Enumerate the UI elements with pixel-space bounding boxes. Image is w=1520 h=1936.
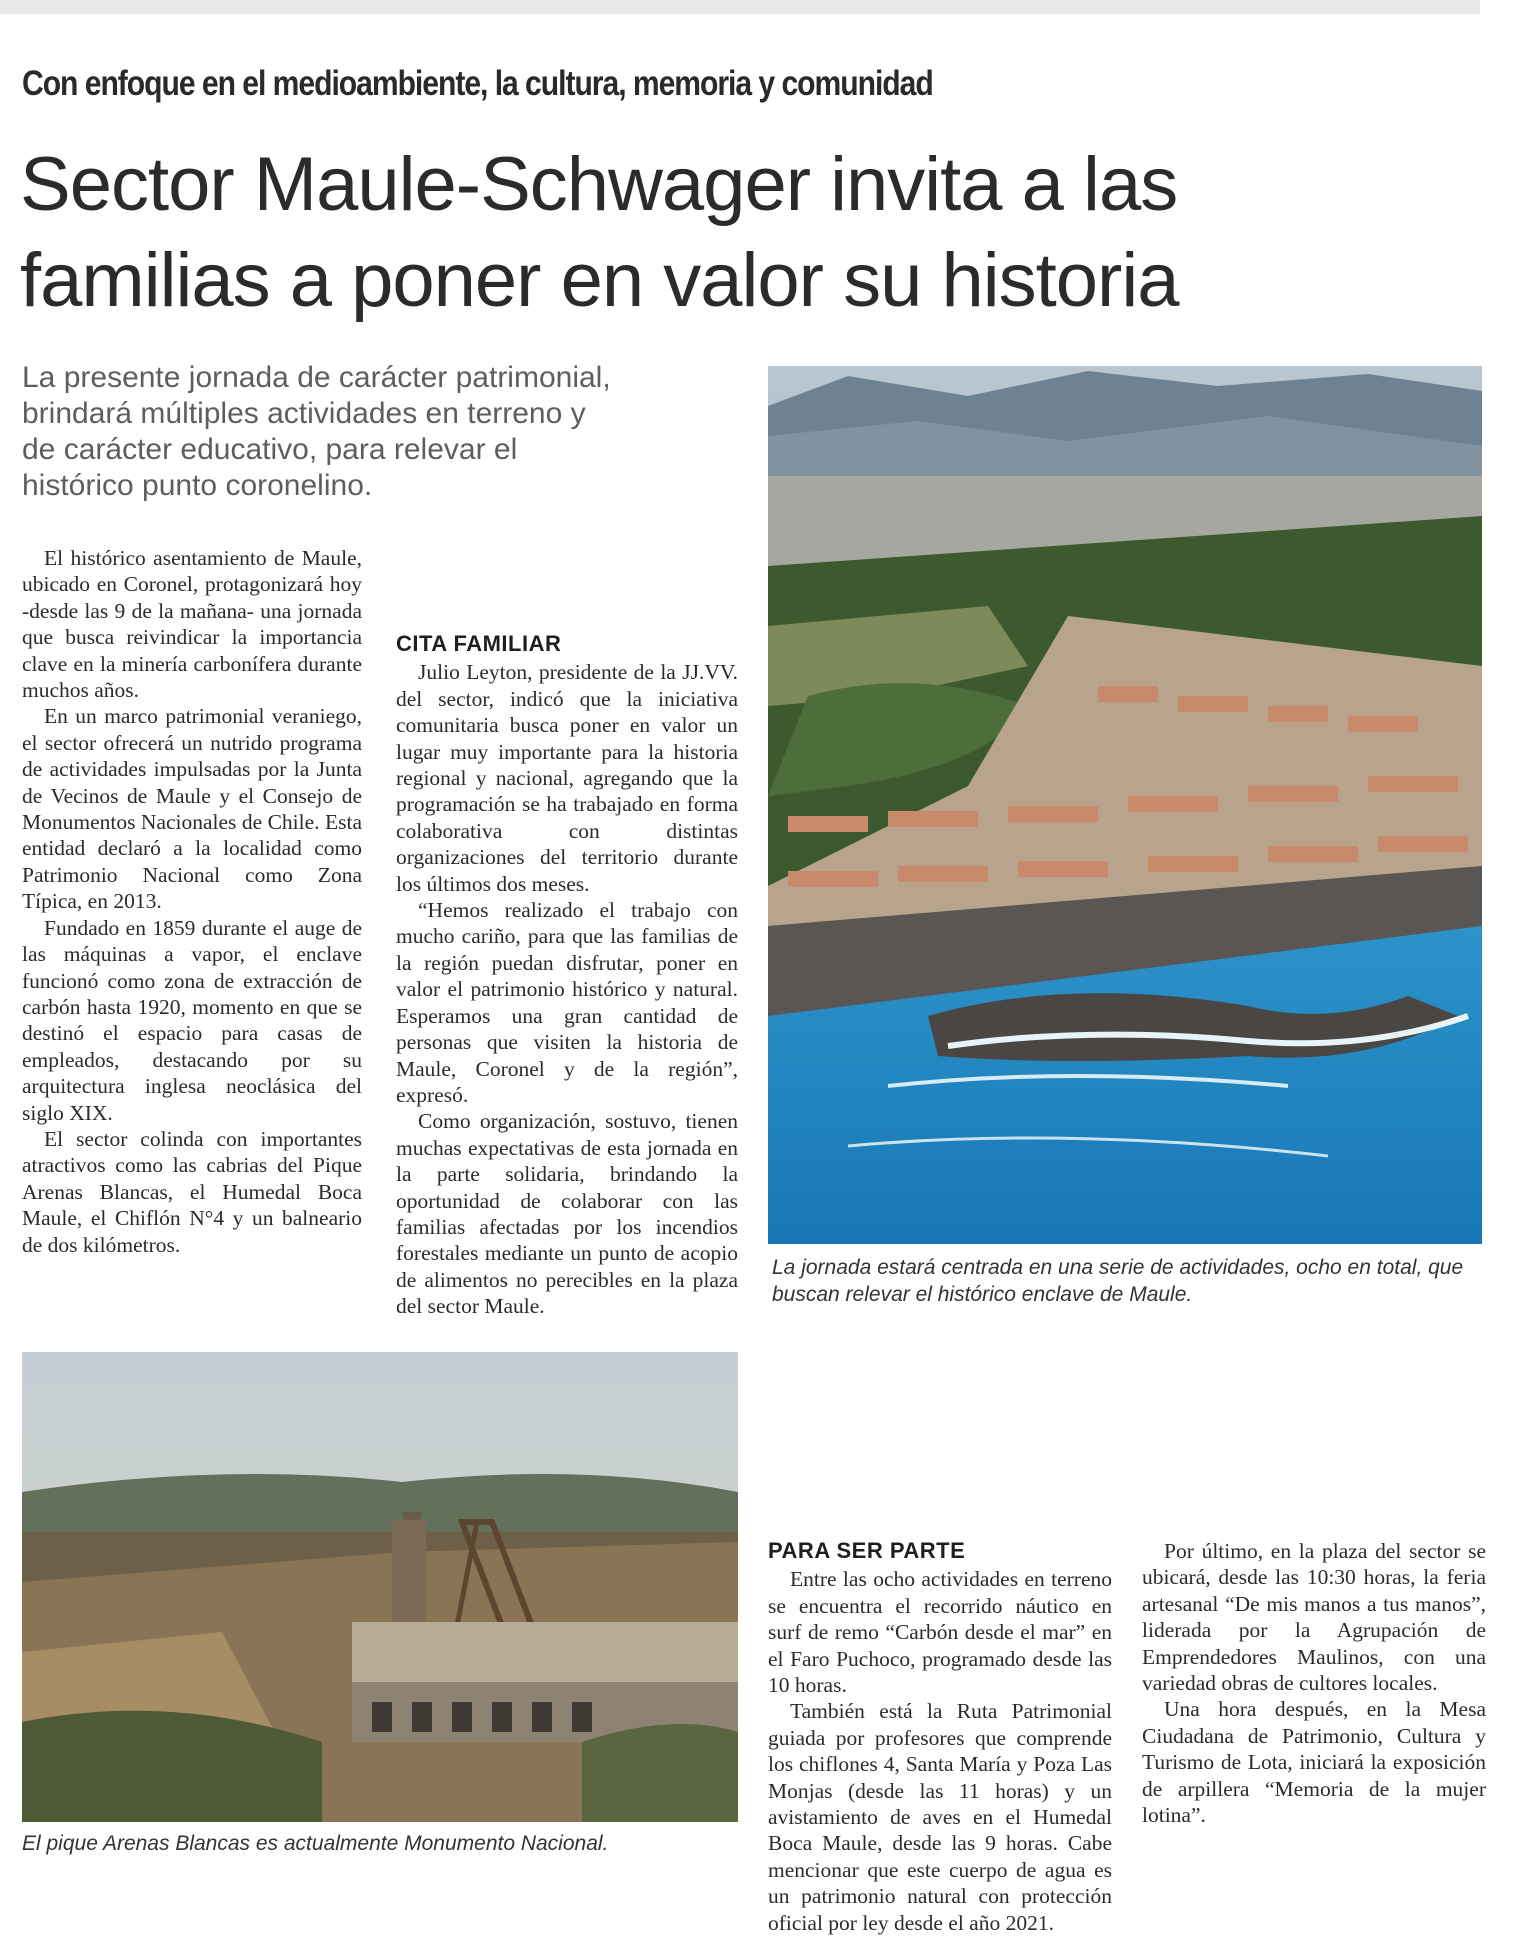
deck-line: La presente jornada de carácter patrimonial, [22,361,611,394]
deck-line: histórico punto coronelino. [22,469,373,502]
deck-line: de carácter educativo, para relevar el [22,433,518,466]
body-paragraph: En un marco patrimonial veraniego, el sector ofrecerá un nutrido programa de actividades impulsadas por la Junta de Vecinos de Maule y el Consejo de Monumentos Nacionales de Chile. Esta entidad declaró a la localidad como Patrimonio Nacional como Zona Típica, en 2013. [22,704,362,914]
body-paragraph: Una hora después, en la Mesa Ciudadana de Patrimonio, Cultura y Turismo de Lota, iniciará la exposición de arpillera “Memoria de la mujer lotina”. [1142,1697,1486,1828]
top-page-border [0,0,1480,14]
headline-line-2: familias a poner en valor su historia [20,238,1179,323]
body-paragraph: Julio Leyton, presidente de la JJ.VV. del sector, indicó que la iniciativa comunitaria busca poner en valor un lugar muy importante para la historia regional y nacional, agregando que la programación se ha trabajado en forma colaborativa con distintas organizaciones del territorio durante los últimos dos meses. [396,660,738,896]
body-column-2 [396,545,738,1320]
body-column-4 [1142,1348,1486,1828]
photo-caption-1: La jornada estará centrada en una serie de actividades, ocho en total, que buscan relevar el histórico enclave de Maule. [772,1256,1464,1306]
photo-caption-2: El pique Arenas Blancas es actualmente Monumento Nacional. [22,1832,609,1855]
body-paragraph: Entre las ocho actividades en terreno se encuentra el recorrido náutico en surf de remo “Carbón desde el mar” en el Faro Puchoco, programado desde las 10 horas. [768,1567,1112,1698]
body-paragraph: Por último, en la plaza del sector se ubicará, desde las 10:30 horas, la feria artesanal “De mis manos a tus manos”, liderada por la Agrupación de Emprendedores Maulinos, con una variedad obras de cultores locales. [1142,1539,1486,1696]
body-paragraph: También está la Ruta Patrimonial guiada por profesores que comprende los chiflones 4, Santa María y Poza Las Monjas (desde las 11 horas) y un avistamiento de aves en el Humedal Boca Maule, desde las 9 horas. Cabe mencionar que este cuerpo de agua es un patrimonio natural con protección oficial por ley desde el año 2021. [768,1699,1112,1935]
subhead-para-ser-parte: PARA SER PARTE [768,1538,966,1563]
body-column-1 [22,545,362,1258]
aerial-coast-photo [768,366,1482,1244]
body-column-3 [768,1348,1112,1936]
body-paragraph: “Hemos realizado el trabajo con mucho cariño, para que las familias de la región puedan disfrutar, poner en valor el patrimonio histórico y natural. Esperamos una gran cantidad de personas que visiten la historia de Maule, Coronel y de la región”, expresó. [396,898,738,1107]
deck [22,360,752,504]
mine-headframe-photo [22,1352,738,1822]
deck-line: brindará múltiples actividades en terreno y [22,397,586,430]
headline [20,137,1500,329]
headline-line-1: Sector Maule-Schwager invita a las [20,142,1178,227]
body-paragraph: Como organización, sostuvo, tienen muchas expectativas de esta jornada en la parte solidaria, brindando la oportunidad de colaborar con las familias afectadas por los incendios forestales mediante un punto de acopio de alimentos no perecibles en la plaza del sector Maule. [396,1109,738,1319]
body-paragraph: El sector colinda con importantes atractivos como las cabrias del Pique Arenas Blancas, el Humedal Boca Maule, el Chiflón N°4 y un balneario de dos kilómetros. [22,1126,362,1257]
kicker: Con enfoque en el medioambiente, la cultura, memoria y comunidad [22,64,933,103]
body-paragraph: Fundado en 1859 durante el auge de las máquinas a vapor, el enclave funcionó como zona de extracción de carbón hasta 1920, momento en que se destinó el espacio para casas de empleados, destacando por su arquitectura inglesa neoclásica del siglo XIX. [22,915,362,1125]
subhead-cita-familiar: CITA FAMILIAR [396,631,562,656]
body-paragraph: El histórico asentamiento de Maule, ubicado en Coronel, protagonizará hoy -desde las 9 de la mañana- una jornada que busca reivindicar la importancia clave en la minería carbonífera durante muchos años. [22,546,362,703]
